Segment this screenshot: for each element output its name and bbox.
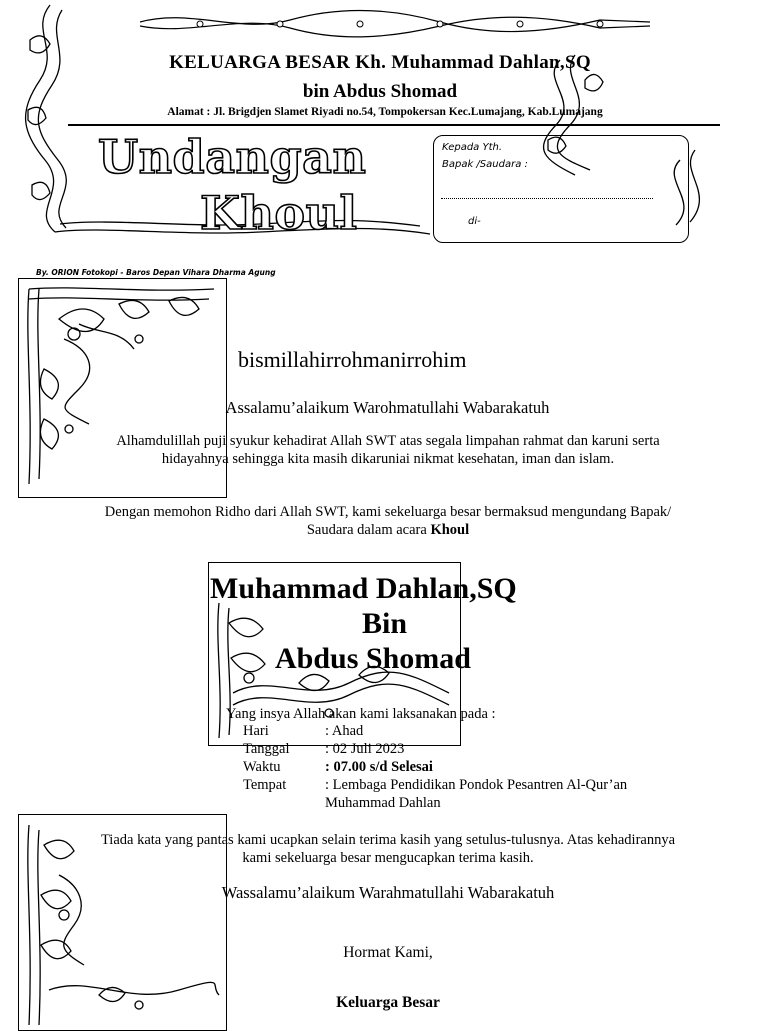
recipient-to-label: Kepada Yth. bbox=[442, 142, 503, 153]
schedule-label: Hari bbox=[243, 723, 269, 739]
signature-text: Keluarga Besar bbox=[336, 994, 440, 1011]
bismillah-text: bismillahirrohmanirrohim bbox=[238, 347, 467, 372]
opening-greeting: Assalamu’alaikum Warohmatullahi Wabarakatuh bbox=[225, 398, 550, 417]
header-divider bbox=[68, 124, 720, 126]
print-byline: By. ORION Fotokopi - Baros Depan Vihara Dharma Agung bbox=[36, 268, 276, 277]
closing-greeting: Wassalamu’alaikum Warahmatullahi Wabarakatuh bbox=[221, 883, 555, 902]
regards-text: Hormat Kami, bbox=[343, 944, 433, 961]
schedule-value: : 07.00 s/d Selesai bbox=[325, 759, 433, 775]
schedule-value: : Ahad bbox=[325, 723, 364, 739]
gratitude-paragraph: Alhamdulillah puji syukur kehadirat Allah SWT atas segala limpahan rahmat dan karuni serta hidayahnya sehingga kita masih dikaruniai nikmat kesehatan, iman dan islam. bbox=[116, 433, 660, 467]
schedule-label: Waktu bbox=[243, 759, 281, 775]
banner-word-khoul: Khoul bbox=[200, 186, 358, 240]
event-name: Khoul bbox=[430, 522, 470, 538]
schedule-intro: Yang insya Allah akan kami laksanakan pada : bbox=[226, 706, 496, 722]
family-address: Alamat : Jl. Brigdjen Slamet Riyadi no.54, Tompokersan Kec.Lumajang, Kab.Lumajang bbox=[167, 106, 603, 118]
thanks-paragraph: Tiada kata yang pantas kami ucapkan selain terima kasih yang setulus-tulusnya. Atas kehadirannya kami sekeluarga besar mengucapkan terima kasih. bbox=[100, 832, 676, 866]
honoree-father-name: Abdus Shomad bbox=[275, 642, 471, 675]
schedule-label: Tempat bbox=[243, 777, 287, 793]
invitation-paragraph bbox=[96, 503, 680, 539]
honoree-bin: Bin bbox=[362, 607, 408, 640]
family-title: KELUARGA BESAR Kh. Muhammad Dahlan,SQ bbox=[169, 52, 591, 73]
family-subtitle: bin Abdus Shomad bbox=[302, 81, 458, 102]
schedule-label: Tanggal bbox=[243, 741, 290, 757]
banner-word-undangan: Undangan bbox=[98, 130, 367, 184]
recipient-dotted-line bbox=[441, 198, 653, 199]
recipient-box bbox=[433, 135, 689, 243]
schedule-value: : Lembaga Pendidikan Pondok Pesantren Al-Qur’an Muhammad Dahlan bbox=[325, 777, 628, 811]
recipient-name-label: Bapak /Saudara : bbox=[442, 159, 528, 170]
invitation-text: Dengan memohon Ridho dari Allah SWT, kami sekeluarga besar bermaksud mengundang Bapak/ Saudara dalam acara bbox=[104, 504, 672, 538]
recipient-place-label: di- bbox=[468, 216, 481, 227]
schedule-value: : 02 Juli 2023 bbox=[325, 741, 405, 757]
honoree-name: Muhammad Dahlan,SQ bbox=[210, 572, 517, 605]
